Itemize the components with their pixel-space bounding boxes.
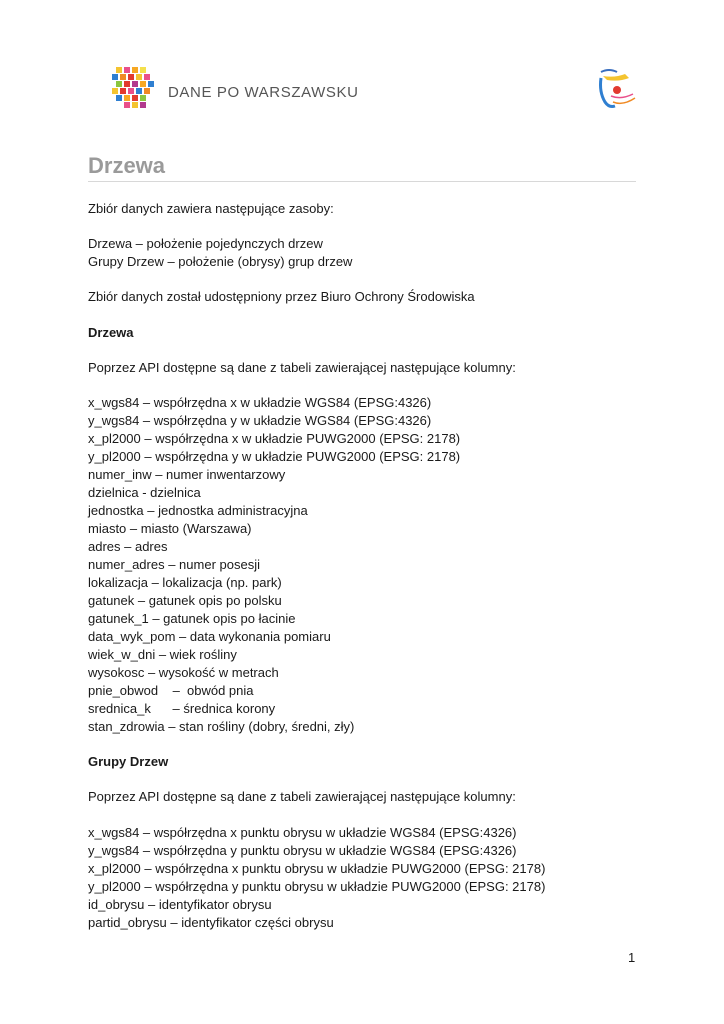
column-item: srednica_k – średnica korony [88,701,276,716]
zakochaj-sie-w-warszawie-logo [595,66,639,112]
column-item: wysokosc – wysokość w metrach [88,665,279,680]
brand-text: DANE PO WARSZAWSKU [168,84,359,101]
column-item: y_pl2000 – współrzędna y w układzie PUWG2000 (EPSG: 2178) [88,449,461,464]
page-number: 1 [628,950,636,965]
column-item: x_wgs84 – współrzędna x w układzie WGS84 (EPSG:4326) [88,395,432,410]
title-divider [88,181,636,182]
column-item: x_wgs84 – współrzędna x punktu obrysu w układzie WGS84 (EPSG:4326) [88,825,517,840]
column-item: gatunek – gatunek opis po polsku [88,593,282,608]
shared-by-text: Zbiór danych został udostępniony przez Biuro Ochrony Środowiska [88,289,475,304]
column-item: id_obrysu – identyfikator obrysu [88,897,272,912]
column-item: stan_zdrowia – stan rośliny (dobry, średni, zły) [88,719,355,734]
column-item: lokalizacja – lokalizacja (np. park) [88,575,282,590]
section-heading-drzewa: Drzewa [88,325,134,340]
column-item: y_wgs84 – współrzędna y w układzie WGS84 (EPSG:4326) [88,413,432,428]
column-item: jednostka – jednostka administracyjna [88,503,308,518]
section-heading-grupy-drzew: Grupy Drzew [88,754,169,769]
resource-item: Drzewa – położenie pojedynczych drzew [88,236,323,251]
column-item: data_wyk_pom – data wykonania pomiaru [88,629,331,644]
column-item: pnie_obwod – obwód pnia [88,683,254,698]
column-item: dzielnica - dzielnica [88,485,201,500]
page-title: Drzewa [88,153,166,178]
column-item: gatunek_1 – gatunek opis po łacinie [88,611,296,626]
column-item: miasto – miasto (Warszawa) [88,521,252,536]
section-intro: Poprzez API dostępne są dane z tabeli zawierającej następujące kolumny: [88,789,516,804]
column-item: wiek_w_dni – wiek rośliny [88,647,237,662]
column-item: x_pl2000 – współrzędna x w układzie PUWG2000 (EPSG: 2178) [88,431,461,446]
column-item: numer_adres – numer posesji [88,557,260,572]
dane-po-warszawsku-logo [112,67,158,111]
column-item: partid_obrysu – identyfikator części obrysu [88,915,334,930]
column-item: adres – adres [88,539,168,554]
section-intro: Poprzez API dostępne są dane z tabeli zawierającej następujące kolumny: [88,360,516,375]
resource-item: Grupy Drzew – położenie (obrysy) grup drzew [88,254,353,269]
column-item: numer_inw – numer inwentarzowy [88,467,286,482]
column-item: y_pl2000 – współrzędna y punktu obrysu w układzie PUWG2000 (EPSG: 2178) [88,879,546,894]
column-item: y_wgs84 – współrzędna y punktu obrysu w układzie WGS84 (EPSG:4326) [88,843,517,858]
intro-text: Zbiór danych zawiera następujące zasoby: [88,201,334,216]
column-item: x_pl2000 – współrzędna x punktu obrysu w układzie PUWG2000 (EPSG: 2178) [88,861,546,876]
